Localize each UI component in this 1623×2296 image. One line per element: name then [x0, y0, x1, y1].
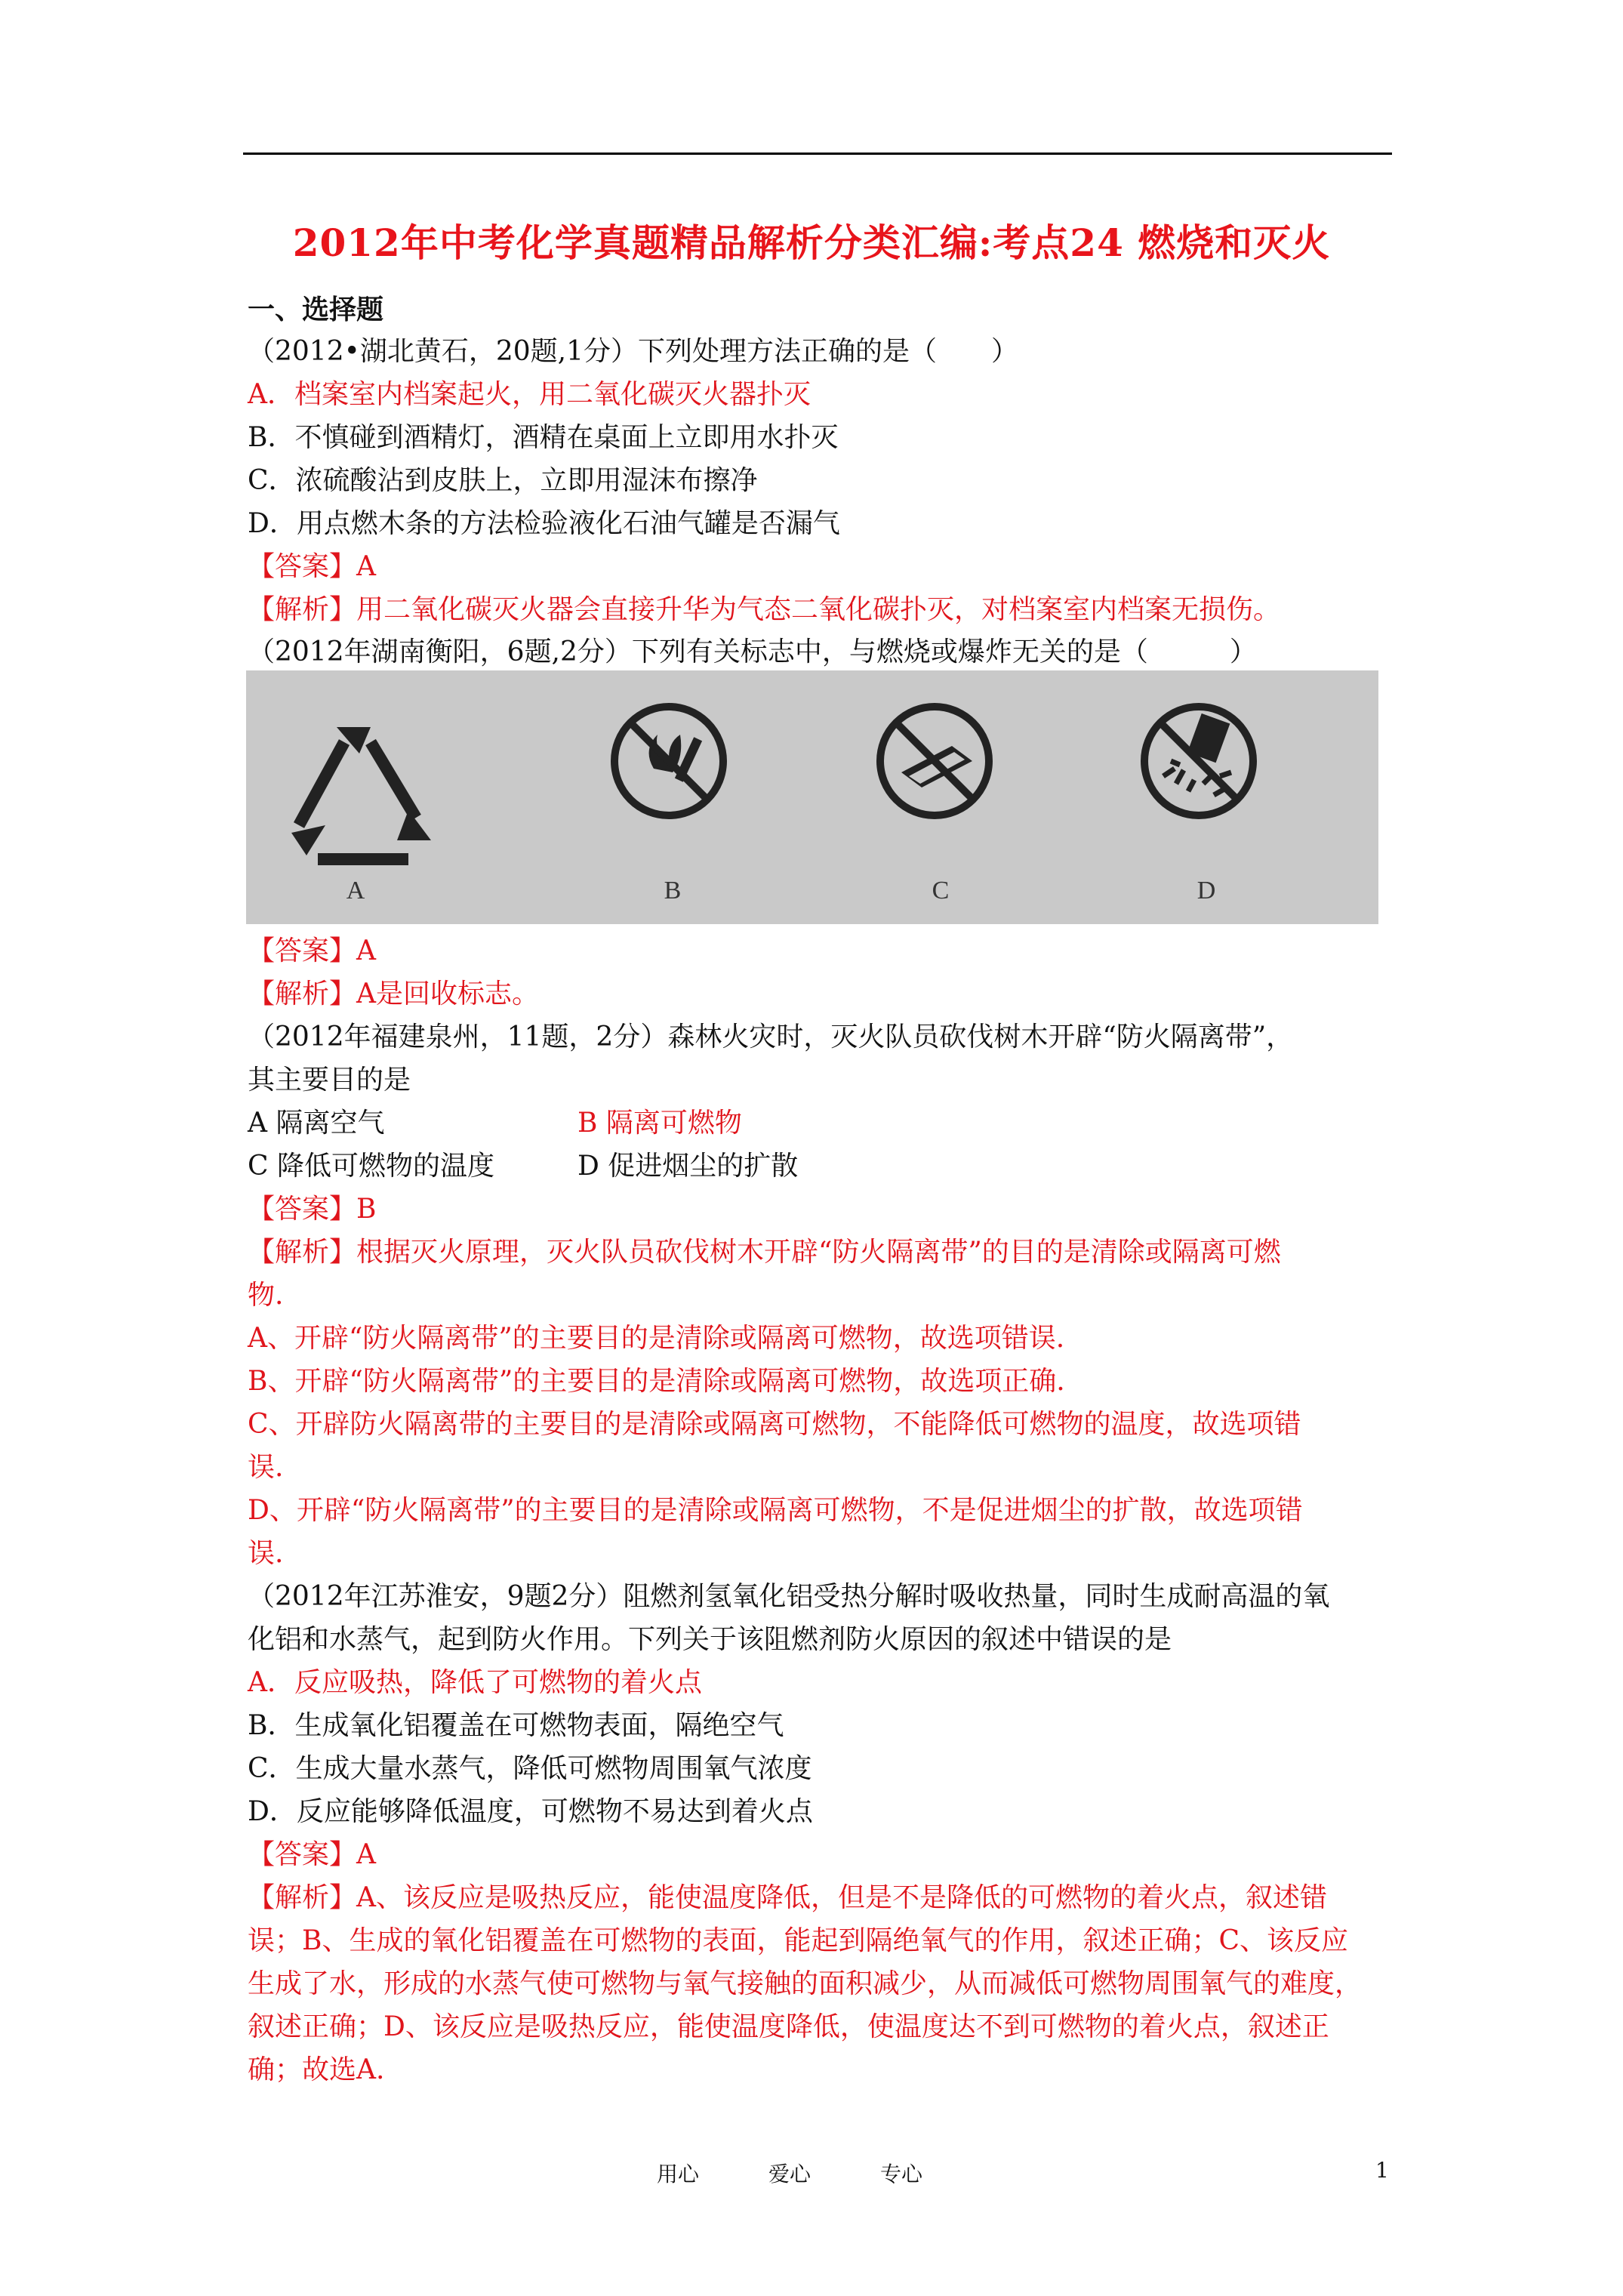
- q3-analysis-d1: D、开辟“防火隔离带”的主要目的是清除或隔离可燃物，不是促进烟尘的扩散，故选项错: [248, 1495, 1303, 1526]
- q1-option-b: B．不慎碰到酒精灯，酒精在桌面上立即用水扑灭: [248, 422, 839, 453]
- q3-answer: 【答案】B: [248, 1194, 377, 1225]
- q1-stem: （2012•湖北黄石，20题,1分）下列处理方法正确的是（ ）: [248, 336, 1019, 367]
- figure-label-c: C: [932, 877, 950, 905]
- q2-answer: 【答案】A: [248, 935, 376, 966]
- q4-option-c: C．生成大量水蒸气，降低可燃物周围氧气浓度: [248, 1753, 812, 1784]
- q3-stem-line1: （2012年福建泉州，11题，2分）森林火灾时，灭火队员砍伐树木开辟“防火隔离带”，: [248, 1022, 1294, 1052]
- q3-option-b: B 隔离可燃物: [577, 1108, 742, 1139]
- q4-stem-line2: 化铝和水蒸气，起到防火作用。下列关于该阻燃剂防火原因的叙述中错误的是: [248, 1624, 1172, 1655]
- q3-analysis-d2: 误.: [248, 1538, 284, 1569]
- q4-analysis-line2: 误；B、生成的氧化铝覆盖在可燃物的表面，能起到隔绝氧气的作用，叙述正确；C、该反应: [248, 1925, 1349, 1956]
- q4-answer: 【答案】A: [248, 1839, 376, 1870]
- q4-analysis-line3: 生成了水，形成的水蒸气使可燃物与氧气接触的面积减少，从而减低可燃物周围氧气的难度，: [248, 1968, 1363, 1999]
- footer-word-2: 爱心: [768, 2162, 812, 2187]
- q1-option-a: A．档案室内档案起火，用二氧化碳灭火器扑灭: [248, 379, 811, 410]
- q4-option-d: D．反应能够降低温度，可燃物不易达到着火点: [248, 1796, 813, 1827]
- no-fireworks-icon: [1144, 707, 1253, 815]
- q3-analysis-a: A、开辟“防火隔离带”的主要目的是清除或隔离可燃物，故选项错误.: [248, 1323, 1065, 1354]
- q3-analysis-c1: C、开辟防火隔离带的主要目的是清除或隔离可燃物，不能降低可燃物的温度，故选项错: [248, 1409, 1301, 1440]
- safety-signs-figure: [246, 670, 1378, 924]
- page-title: 2012年中考化学真题精品解析分类汇编:考点24 燃烧和灭火: [292, 220, 1331, 265]
- q1-option-c: C．浓硫酸沾到皮肤上，立即用湿沫布擦净: [248, 465, 758, 496]
- q3-analysis-b: B、开辟“防火隔离带”的主要目的是清除或隔离可燃物，故选项正确.: [248, 1366, 1065, 1397]
- figure-label-d: D: [1196, 877, 1216, 905]
- q3-stem-line2: 其主要目的是: [248, 1065, 411, 1096]
- q1-option-d: D．用点燃木条的方法检验液化石油气罐是否漏气: [248, 508, 840, 539]
- header-rule: [243, 153, 1392, 155]
- q3-analysis-line1: 【解析】根据灭火原理，灭火队员砍伐树木开辟“防火隔离带”的目的是清除或隔离可燃: [248, 1237, 1281, 1268]
- no-matches-icon: [880, 707, 989, 815]
- no-fire-icon: [614, 707, 723, 815]
- q3-option-d: D 促进烟尘的扩散: [577, 1151, 799, 1182]
- q4-analysis-line5: 确；故选A.: [248, 2054, 385, 2085]
- page-number: 1: [1375, 2158, 1389, 2183]
- recycle-icon: [291, 727, 431, 859]
- q4-option-b: B．生成氧化铝覆盖在可燃物表面，隔绝空气: [248, 1710, 784, 1741]
- q3-option-a: A 隔离空气: [248, 1108, 385, 1139]
- q3-option-c: C 降低可燃物的温度: [248, 1151, 494, 1182]
- q1-answer: 【答案】A: [248, 551, 376, 582]
- q2-analysis: 【解析】A是回收标志。: [248, 978, 539, 1009]
- footer-word-3: 专心: [880, 2162, 923, 2187]
- q3-analysis-c2: 误.: [248, 1452, 284, 1483]
- q1-analysis: 【解析】用二氧化碳灭火器会直接升华为气态二氧化碳扑灭，对档案室内档案无损伤。: [248, 594, 1281, 625]
- section-heading: 一、选择题: [248, 294, 384, 325]
- footer-word-1: 用心: [657, 2162, 700, 2187]
- q3-analysis-line2: 物.: [248, 1280, 284, 1311]
- q4-stem-line1: （2012年江苏淮安，9题2分）阻燃剂氢氧化铝受热分解时吸收热量，同时生成耐高温的氧: [248, 1581, 1330, 1612]
- figure-label-a: A: [346, 877, 365, 905]
- q4-option-a: A．反应吸热，降低了可燃物的着火点: [248, 1667, 702, 1698]
- q2-stem: （2012年湖南衡阳，6题,2分）下列有关标志中，与燃烧或爆炸无关的是（ ）: [248, 636, 1257, 667]
- q4-analysis-line1: 【解析】A、该反应是吸热反应，能使温度降低，但是不是降低的可燃物的着火点，叙述错: [248, 1882, 1327, 1913]
- figure-label-b: B: [664, 877, 682, 905]
- q4-analysis-line4: 叙述正确；D、该反应是吸热反应，能使温度降低，使温度达不到可燃物的着火点，叙述正: [248, 2011, 1329, 2042]
